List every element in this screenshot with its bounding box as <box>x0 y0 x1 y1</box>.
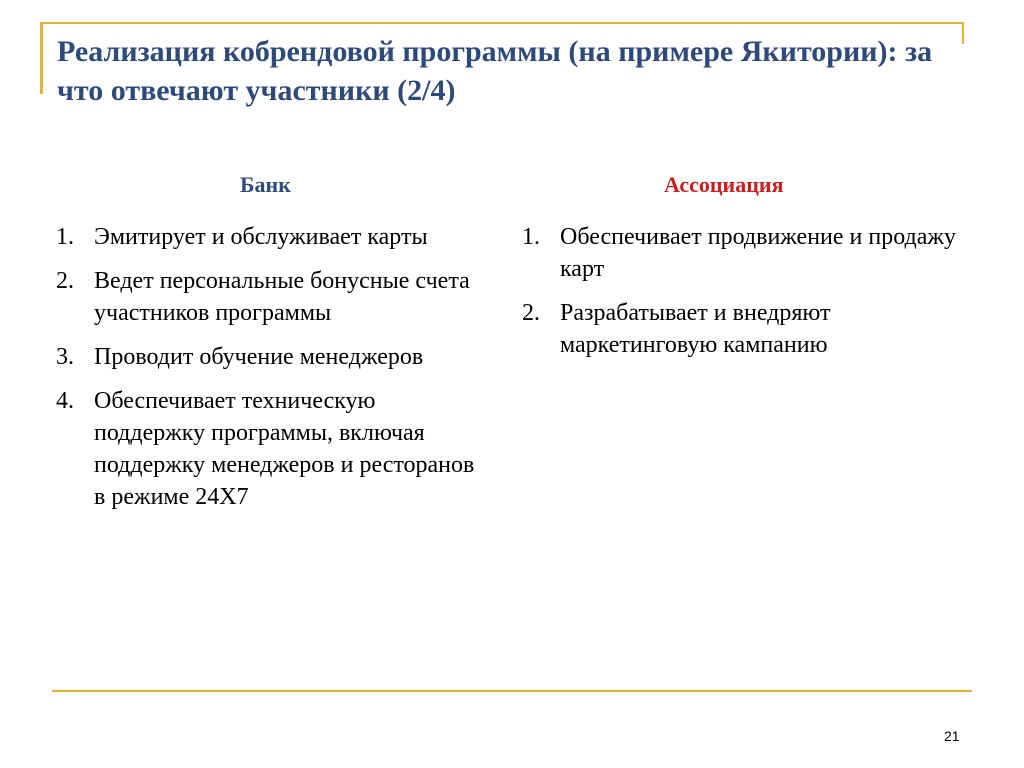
list-item <box>522 221 962 285</box>
list-item <box>522 297 962 361</box>
title-frame-right-line <box>962 22 964 44</box>
list-item-number: 1. <box>522 224 540 250</box>
list-item-text: Обеспечивает техническую поддержку программы, включая поддержку менеджеров и ресторанов в режиме 24Х7 <box>94 388 475 510</box>
list-item-number: 2. <box>56 268 74 294</box>
list-item-text: Разрабатывает и внедряют маркетинговую кампанию <box>560 300 831 358</box>
title-frame-left-line <box>40 22 43 94</box>
list-item <box>56 265 486 329</box>
list-item-number: 1. <box>56 224 74 250</box>
bank-responsibilities-list <box>56 221 486 525</box>
list-item <box>56 221 486 253</box>
list-item <box>56 385 486 513</box>
list-item-number: 2. <box>522 300 540 326</box>
list-item-number: 3. <box>56 344 74 370</box>
list-item-text: Обеспечивает продвижение и продажу карт <box>560 224 956 282</box>
list-item-text: Эмитирует и обслуживает карты <box>94 224 428 250</box>
list-item-number: 4. <box>56 388 74 414</box>
title-frame-top-line <box>40 22 964 24</box>
footer-divider <box>52 690 972 692</box>
list-item-text: Ведет персональные бонусные счета участников программы <box>94 268 470 326</box>
list-item-text: Проводит обучение менеджеров <box>94 344 424 370</box>
bank-column-heading: Банк <box>240 172 291 197</box>
association-column-heading: Ассоциация <box>664 172 784 197</box>
slide-title: Реализация кобрендовой программы (на примере Якитории): за что отвечают участники (2/4) <box>57 35 933 107</box>
association-responsibilities-list <box>522 221 962 373</box>
list-item <box>56 341 486 373</box>
page-number: 21 <box>944 728 960 744</box>
